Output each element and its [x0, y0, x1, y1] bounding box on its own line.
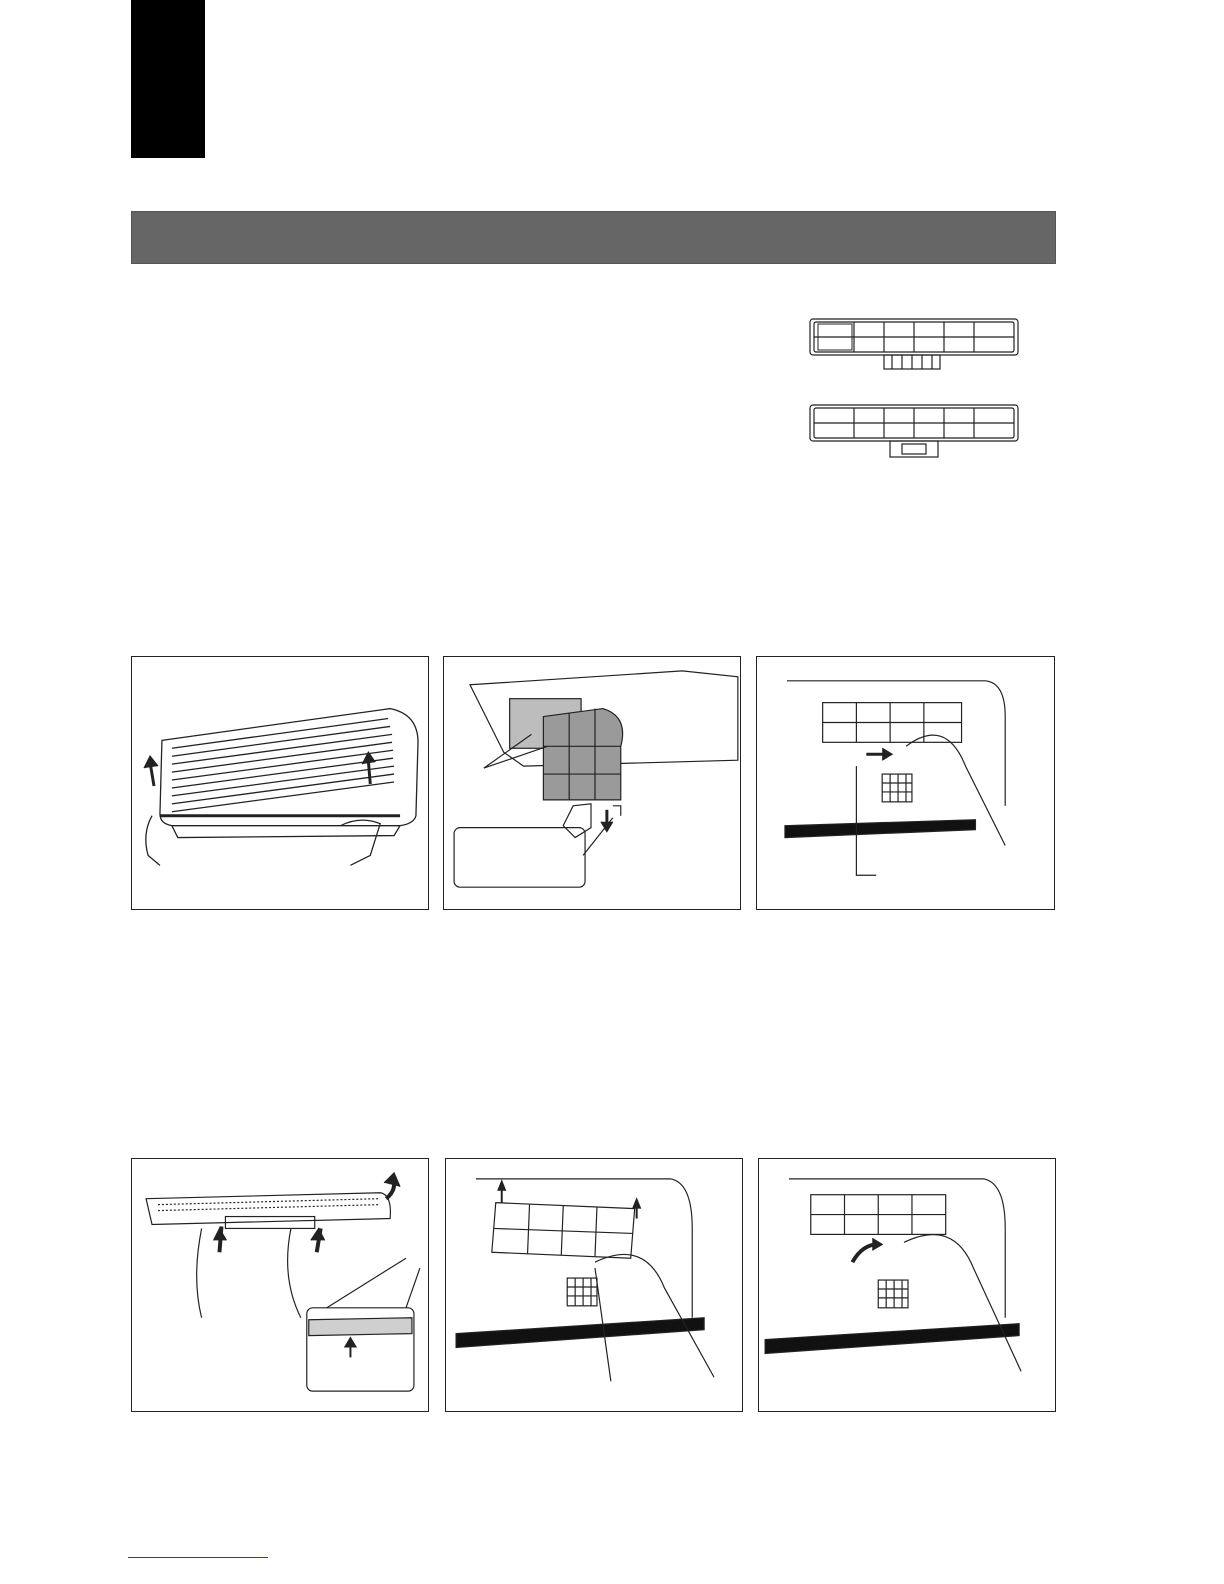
air-filter — [543, 709, 622, 800]
leader-line — [856, 766, 876, 875]
up-arrow-right — [368, 760, 370, 784]
right-hand — [288, 1228, 301, 1317]
section-tab — [131, 0, 205, 158]
black-strip — [456, 1318, 704, 1348]
filter-diagram-a — [810, 319, 1018, 369]
panel-remove-air-filters — [443, 656, 741, 910]
hand — [904, 1235, 1021, 1372]
panel-lift-filter-frame — [445, 1158, 743, 1412]
panel-detach-filter-holder — [756, 656, 1055, 910]
black-strip — [765, 1324, 1019, 1354]
right-hand — [341, 820, 381, 865]
panel-press-release-tabs — [131, 1158, 429, 1412]
filter-diagram-b — [810, 405, 1018, 457]
unit-frame — [787, 681, 1005, 806]
section-header-bar — [131, 211, 1056, 264]
hand — [595, 1254, 714, 1377]
panel-attach-filter-holder — [758, 1158, 1056, 1412]
unit-frame — [476, 1179, 692, 1318]
callout-box — [454, 828, 585, 888]
mesh-square — [878, 1280, 908, 1308]
black-strip — [785, 820, 975, 838]
mesh-square — [882, 774, 912, 802]
left-hand — [146, 816, 160, 866]
unit-frame — [789, 1179, 1005, 1318]
filter-diagrams — [806, 315, 1026, 475]
left-hand — [197, 1228, 202, 1317]
panel-open-front-panel — [131, 656, 429, 910]
footer-rule — [128, 1557, 268, 1558]
front-panel — [146, 1193, 390, 1225]
hand — [563, 804, 591, 838]
mesh-square — [567, 1278, 597, 1306]
